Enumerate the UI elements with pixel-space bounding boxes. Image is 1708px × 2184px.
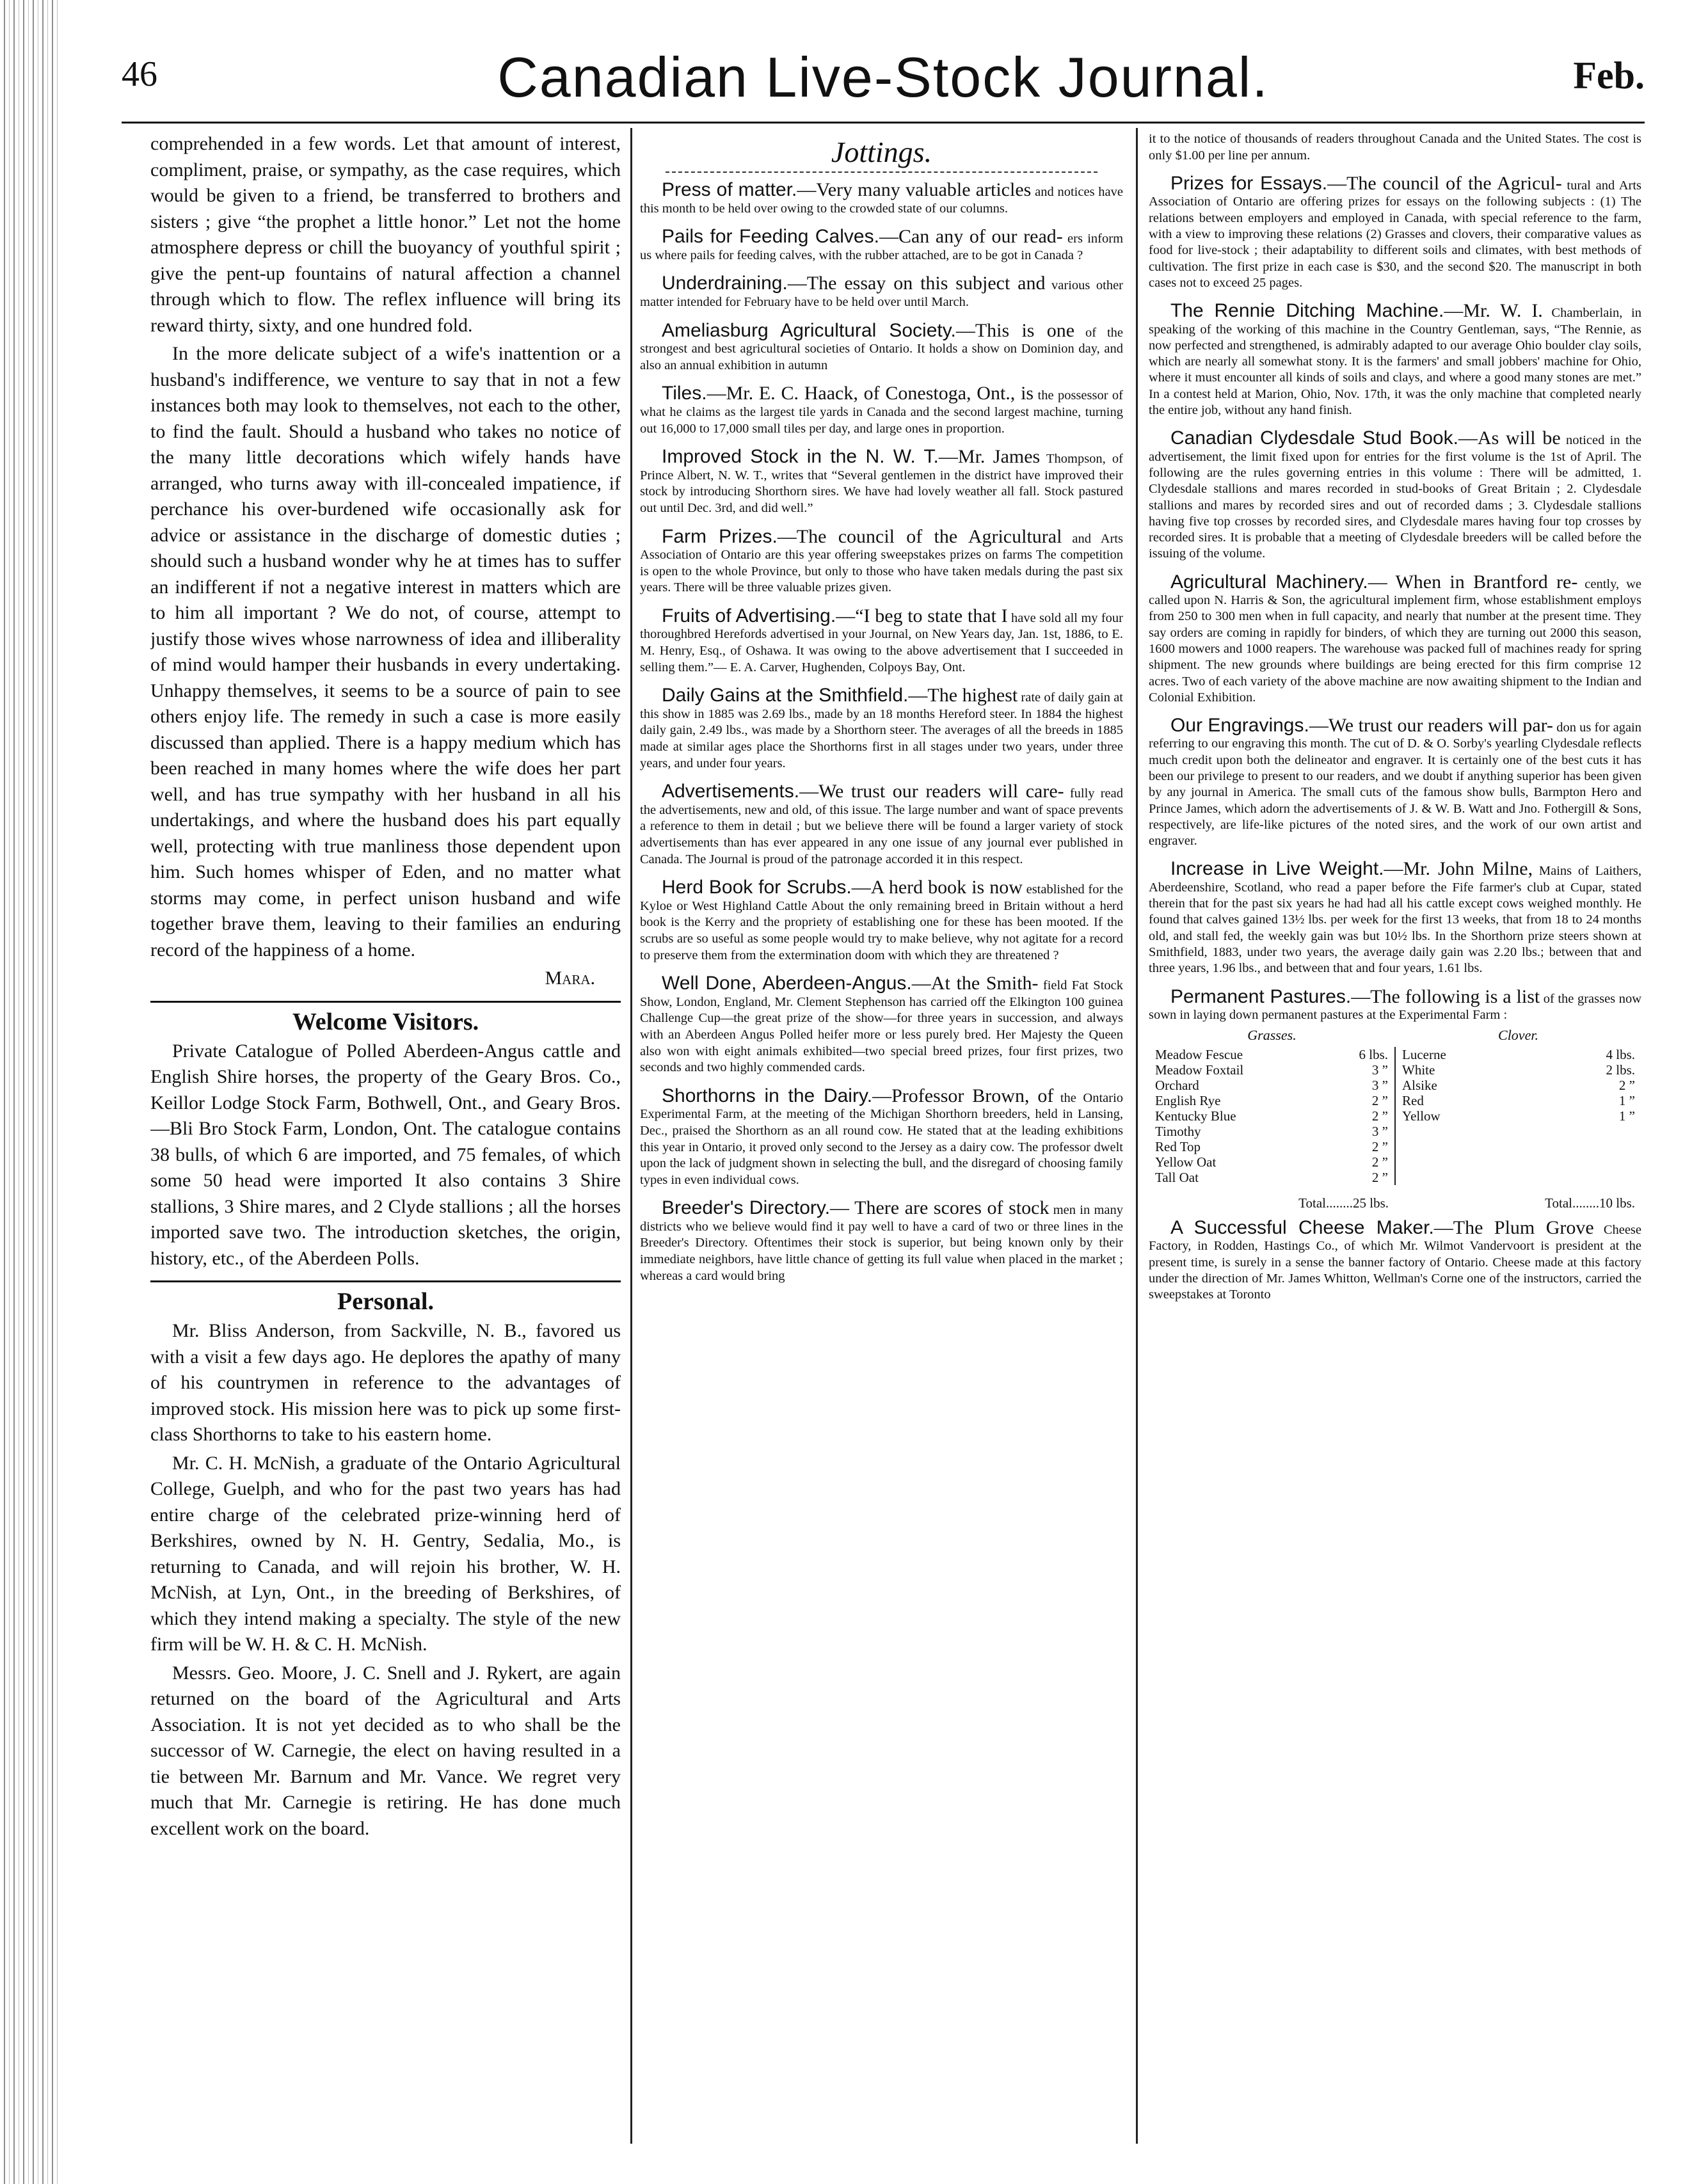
- item-body: cently, we called upon N. Harris & Son, the agricultural implement firm, whose establishment employs from 250 to 300 men when in full capacity, and nearly that number at the present time. They say orders are coming in rapidly for binders, of which they are turning out 2000 this season, 1600 mowers and 1000 reapers. The warehouse was packed full of machines ready for spring shipment. The new grounds where buildings are being erected for this firm comprise 12 acres. Two of each variety of the above machine are now awaiting shipment to the Indian and Colonial Exhibition.: [1149, 577, 1641, 705]
- personal-paragraph: Mr. C. H. McNish, a graduate of the Ontario Agricultural College, Guelph, and who for the past two years has had entire charge of the celebrated prize-winning herd of Berkshires, owned by N. H. Gentry, Sedalia, Mo., is returning to Canada, and will rejoin his brother, W. H. McNish, at Lyn, Ont., in the breeding of Berkshires, of which they intend making a specialty. The style of the new firm will be W. H. & C. H. McNish.: [150, 1452, 621, 1655]
- item-body: various other matter intended for February have to be held over until March.: [640, 278, 1123, 309]
- jotting-item: [640, 783, 1123, 868]
- seed-name: Red: [1402, 1093, 1424, 1109]
- seed-name: English Rye: [1155, 1093, 1221, 1109]
- jotting-item: [640, 1197, 1123, 1284]
- item-heading: Well Done, Aberdeen-Angus.: [662, 973, 912, 994]
- seed-name: Red Top: [1155, 1139, 1201, 1155]
- clover-header: Clover.: [1498, 1027, 1538, 1044]
- seed-row: [1402, 1078, 1635, 1093]
- item-heading: Tiles.: [662, 383, 707, 404]
- seed-row: [1402, 1108, 1635, 1124]
- seed-quantity: 1 ”: [1618, 1093, 1635, 1109]
- seed-quantity: 4 lbs.: [1606, 1047, 1635, 1063]
- seed-name: Orchard: [1155, 1078, 1199, 1094]
- jotting-item: [1149, 717, 1641, 849]
- item-body: men in many districts who we believe would find it pay well to have a card of two or three lines in the Breeder's Directory. Oftentimes their stock is superior, but being known only by their immediate neighbors, have little chance of getting its full value when placed in the market ; whereas a card would bring: [640, 1203, 1123, 1283]
- item-body: have sold all my four thoroughbred Herefords advertised in your Journal, on New Years day, Jan. 1st, 1886, to E. M. Henry, Esq., of Oshawa. It was owing to the above advertisement that I succeeded in selling them.”— E. A. Carver, Hughenden, Colpoys Bay, Ont.: [640, 610, 1123, 674]
- item-lead: —Very many valuable articles: [797, 179, 1032, 200]
- item-heading: Prizes for Essays.: [1170, 173, 1328, 195]
- scanned-page-edge: [0, 0, 58, 2184]
- item-heading: Shorthorns in the Dairy.: [662, 1085, 873, 1106]
- item-lead: —The council of the Agricultural: [777, 525, 1062, 547]
- item-body: tural and Arts Association of Ontario are offering prizes for essays on the following subjects : (1) The relations between employers and employed in Canada, with special reference to the farm, with a view to improving these relations (2) Grasses and clovers, their comparative values as food for live-stock ; their adaptability to different soils and climates, with best methods of cultivation. The first prize in each case is $30, and the second $20. The manuscript in both cases not to exceed 25 pages.: [1149, 179, 1641, 290]
- item-lead: —Mr. James: [938, 446, 1041, 468]
- item-body: established for the Kyloe or West Highland Cattle About the only remaining breed in Britain without a herd book is the Kerry and the propriety of establishing one for these has been mooted. If the scrubs are so useful as some people would try to make believe, why not agitate for a record to preserve them from the extermination doom with which they are threatened ?: [640, 882, 1123, 962]
- item-body: don us for again referring to our engraving this month. The cut of D. & O. Sorby's yearling Clydesdale reflects much credit upon both the delineator and engraver. It is certainly one of the best cuts it has been our privilege to present to our readers, and we doubt if anything superior has been given by any journal in America. The small cuts of the famous show bulls, Barmpton Hero and Prince James, which adorn the advertisements of J. & W. B. Watt and Jno. Fothergill & Sons, respectively, are life-like pictures of the noted sires, and the work of our own artist and engraver.: [1149, 721, 1641, 849]
- item-heading: Press of matter.: [662, 179, 797, 200]
- item-body: rate of daily gain at this show in 1885 was 2.69 lbs., made by an 18 months Hereford steer. In 1884 the highest daily gain, 2.49 lbs., was made by a Shorthorn steer. The averages of all the breeds in 1885 made at similar ages place the Shorthorns first in all stages under two years, under three years, and under four years.: [640, 690, 1123, 770]
- item-body: of the strongest and best agricultural societies of Ontario. It holds a show on Dominion day, and also an annual exhibition in autumn: [640, 325, 1123, 372]
- jotting-item: [1149, 175, 1641, 291]
- item-heading: Advertisements.: [662, 781, 800, 802]
- jotting-item: [640, 446, 1123, 516]
- item-heading: Fruits of Advertising.: [662, 605, 836, 626]
- jotting-item: [1149, 1217, 1641, 1303]
- jotting-item: [1149, 858, 1641, 976]
- section-title-personal: Personal.: [150, 1280, 621, 1316]
- seed-name: Kentucky Blue: [1155, 1108, 1236, 1124]
- item-body: Thompson, of Prince Albert, N. W. T., writes that “Several gentlemen in the district have improved their stock by introducing Shorthorn sires. We have had lovely weather all fall. Stock pastured out until Dec. 3rd, and did well.”: [640, 452, 1123, 515]
- item-heading: Pails for Feeding Calves.: [662, 226, 879, 248]
- item-body: and Arts Association of Ontario are this year offering sweepstakes prizes on farms The competition is open to the whole Province, but only to those who have taken medals during the past six years. There will be three valuable prizes given.: [640, 531, 1123, 595]
- item-body: ers inform us where pails for feeding calves, with the rubber attached, are to be got in Canada ?: [640, 232, 1123, 262]
- seed-row: [1155, 1139, 1388, 1154]
- seed-quantity: 2 ”: [1371, 1154, 1388, 1170]
- seed-quantity: 3 ”: [1371, 1062, 1388, 1078]
- item-heading: Increase in Live Weight.: [1170, 858, 1384, 880]
- jotting-item: [1149, 427, 1641, 562]
- jotting-item: [640, 687, 1123, 772]
- item-lead: — When in Brantford re-: [1368, 571, 1578, 593]
- item-lead: —Professor Brown, of: [872, 1085, 1054, 1106]
- seed-name: Lucerne: [1402, 1047, 1446, 1063]
- item-lead: —The essay on this subject and: [787, 273, 1046, 294]
- seed-quantity: 2 ”: [1371, 1093, 1388, 1109]
- section-title-welcome-visitors: Welcome Visitors.: [150, 1001, 621, 1036]
- continued-text: it to the notice of thousands of readers throughout Canada and the United States. The cost is only $1.00 per line per annum.: [1149, 132, 1641, 163]
- item-heading: Daily Gains at the Smithfield.: [662, 685, 909, 706]
- item-lead: —Mr. John Milne,: [1384, 858, 1533, 880]
- seed-row: [1402, 1093, 1635, 1108]
- essay-paragraph: comprehended in a few words. Let that amount of interest, compliment, praise, or sympathy, as the case requires, which would be given to a friend, be transferred to brothers and sisters ; give “the prophet a little honor.” Let not the home atmosphere depress or chill the buoyancy of youthful spirit ; give the pent-up fountains of natural affection a channel through which to flow. The reflex influence will bring its reward thirty, sixty, and one hundred fold.: [150, 133, 621, 336]
- item-lead: —As will be: [1458, 427, 1561, 449]
- jotting-item: [640, 525, 1123, 596]
- item-heading: Farm Prizes.: [662, 525, 778, 547]
- journal-title: Canadian Live-Stock Journal.: [497, 45, 1269, 109]
- seed-name: Timothy: [1155, 1124, 1201, 1140]
- item-lead: —A herd book is now: [851, 877, 1023, 898]
- seed-quantity: 2 lbs.: [1606, 1062, 1635, 1078]
- seed-name: Yellow Oat: [1155, 1154, 1217, 1170]
- jotting-item: [640, 319, 1123, 374]
- item-lead: —This is one: [955, 319, 1075, 341]
- jotting-item: [1149, 571, 1641, 706]
- column-rule: [1136, 128, 1138, 2144]
- seed-row: [1155, 1078, 1388, 1093]
- jotting-item: [640, 179, 1123, 217]
- item-heading: Ameliasburg Agricultural Society.: [662, 319, 956, 341]
- jotting-item: [640, 1085, 1123, 1189]
- item-heading: Our Engravings.: [1170, 715, 1309, 737]
- seed-row: [1155, 1124, 1388, 1139]
- jotting-item: [640, 385, 1123, 437]
- clover-list: [1395, 1047, 1641, 1185]
- seed-quantity: 6 lbs.: [1359, 1047, 1388, 1063]
- page-number: 46: [122, 54, 157, 94]
- item-lead: —The Plum Grove: [1433, 1217, 1594, 1239]
- item-lead: — There are scores of stock: [830, 1197, 1050, 1219]
- seed-name: White: [1402, 1062, 1435, 1078]
- jotting-item: [640, 228, 1123, 264]
- item-body: fully read the advertisements, new and old, of this issue. The large number and want of space prevents a reference to them in detail ; but we believe there will be found a larger variety of stock advertisements than has ever appeared in any one issue of any journal ever published in Canada. The Journal is proud of the patronage accorded it in this respect.: [640, 786, 1123, 866]
- personal-paragraph: Messrs. Geo. Moore, J. C. Snell and J. Rykert, are again returned on the board of the Agricultural and Arts Association. It is not yet decided as to who shall be the successor of W. Carnegie, the elect on having resulted in a tie between Mr. Barnum and Mr. Vance. We regret very much that Mr. Carnegie is retiring. He has done much excellent work on the board.: [150, 1662, 621, 1839]
- item-heading: Permanent Pastures.: [1170, 985, 1352, 1007]
- seed-row: [1402, 1062, 1635, 1078]
- item-heading: Underdraining.: [662, 273, 788, 294]
- seed-quantity: 2 ”: [1371, 1170, 1388, 1186]
- item-heading: The Rennie Ditching Machine.: [1170, 300, 1444, 322]
- item-lead: —The highest: [908, 685, 1018, 706]
- item-lead: —We trust our readers will par-: [1309, 715, 1554, 737]
- seed-quantity: 3 ”: [1371, 1124, 1388, 1140]
- item-lead: —The following is a list: [1351, 985, 1540, 1007]
- item-heading: Canadian Clydesdale Stud Book.: [1170, 427, 1458, 449]
- pasture-seed-table: [1149, 1027, 1641, 1211]
- seed-name: Yellow: [1402, 1108, 1441, 1124]
- jotting-item: [640, 275, 1123, 310]
- masthead: [122, 45, 1645, 115]
- seed-row: [1155, 1108, 1388, 1124]
- jotting-item: [1149, 985, 1641, 1024]
- seed-row: [1155, 1154, 1388, 1170]
- item-heading: Breeder's Directory.: [662, 1197, 831, 1219]
- seed-row: [1155, 1093, 1388, 1108]
- item-body: Cheese Factory, in Rodden, Hastings Co., of which Mr. Wilmot Vandervoort is president at the present time, is surely in a sense the banner factory of Ontario. Cheese made at this factory under the direction of Mr. James Whitton, Wellman's Corne one of the instructors, carried the sweepstakes at Toronto: [1149, 1223, 1641, 1302]
- personal-paragraph: Mr. Bliss Anderson, from Sackville, N. B., favored us with a visit a few days ago. He deplores the apathy of many of his countrymen in reference to the advantages of improved stock. His mission here was to pick up some first-class Shorthorns to take to his eastern home.: [150, 1320, 621, 1445]
- item-heading: Herd Book for Scrubs.: [662, 877, 852, 898]
- item-heading: A Successful Cheese Maker.: [1170, 1217, 1434, 1239]
- item-body: field Fat Stock Show, London, England, Mr. Clement Stephenson has carried off the Elkington 100 guinea Challenge Cup—the great prize of the show—for three years in succession, and always with an Aberdeen Angus Polled heifer more or less purely bred. Her Majesty the Queen also won with eight animals exhibited—two special breed prizes, four first prizes, two seconds and two highly commended cards.: [640, 978, 1123, 1075]
- seed-quantity: 1 ”: [1618, 1108, 1635, 1124]
- item-body: Mains of Laithers, Aberdeenshire, Scotland, who read a paper before the Fife farmer's club at Cupar, stated therein that for the past six years he had had all his cattle except cows weighed monthly. He found that calves gained 13½ lbs. per week for the first 13 weeks, that from 18 to 24 months old, and stall fed, the weekly gain was but 10½ lbs. In the Shorthorn prize steers shown at Smithfield, 1883, under two years, the average daily gain was 2.20 lbs.; between that and three years, 1.96 lbs., and between that and four years, 1.61 lbs.: [1149, 864, 1641, 976]
- essay-paragraph: In the more delicate subject of a wife's inattention or a husband's indifference, we venture to say that in not a few instances both may look to themselves, not each to the other, to find the fault. Should a husband who takes no notice of the many little decorations which wifely hands have arranged, who turns away with ill-concealed impatience, if perchance his over-burdened wife occasionally ask for advice or assistance in the discharge of domestic duties ; should such a husband wonder why he at times has to suffer an indifferent if not a negative interest in matters which are to him all important ? We do not, of course, attempt to justify those wives whose narrowness of idea and illiberality of mind would hamper their husbands in every undertaking. Unhappy themselves, it seems to be a source of pain to see others enjoy life. The remedy in such a case is more easily discussed than applied. There is a happy medium which has been reached in many homes where the wife does her part well, and has true sympathy with her husband in all his undertakings, and where the husband does his part equally well, protecting with true manliness those dependent upon him. Such homes whisper of Eden, and no matter what storms may come, in perfect unison husband and wife together brave them, leaving to their families an enduring record of the happiness of a home.: [150, 343, 621, 960]
- seed-row: [1402, 1047, 1635, 1062]
- seed-quantity: 3 ”: [1371, 1078, 1388, 1094]
- title-rule: [666, 171, 1097, 173]
- item-lead: —At the Smith-: [911, 973, 1039, 994]
- item-heading: Improved Stock in the N. W. T.: [662, 446, 939, 468]
- item-body: of the grasses now sown in laying down permanent pastures at the Experimental Farm :: [1149, 991, 1641, 1022]
- issue-month: Feb.: [1573, 54, 1645, 97]
- seed-quantity: 2 ”: [1371, 1108, 1388, 1124]
- column-1: [150, 131, 621, 2153]
- jotting-item: [1149, 300, 1641, 418]
- item-lead: —Can any of our read-: [879, 226, 1063, 248]
- masthead-rule: [122, 122, 1645, 124]
- author-signature: Mara.: [545, 968, 595, 989]
- item-heading: Agricultural Machinery.: [1170, 571, 1368, 593]
- column-3: [1149, 131, 1641, 2153]
- welcome-visitors-text: Private Catalogue of Polled Aberdeen-Angus cattle and English Shire horses, the property of the Geary Bros. Co., Keillor Lodge Stock Farm, Bothwell, Ont., and Geary Bros.—Bli Bro Stock Farm, London, Ont. The catalogue contains 38 bulls, of which 6 are imported, and 75 females, of which some 50 head were imported It also contains 3 Shire stallions, 3 Shire mares, and 2 Clyde stallions ; all the horses imported save two. The introduction sketches, the origin, history, etc., of the Aberdeen Polls.: [150, 1040, 621, 1269]
- item-body: the Ontario Experimental Farm, at the meeting of the Michigan Shorthorn breeders, held in Lansing, Dec., praised the Shorthorn as an all round cow. He stated that at the leading exhibitions this year in Ontario, it proved only second to the Jersey as a dairy cow. The professor dwelt upon the lack of judgment shown in selecting the bull, and the disregard of choosing family types in even individual cows.: [640, 1090, 1123, 1187]
- jotting-item: [640, 605, 1123, 676]
- seed-row: [1155, 1062, 1388, 1078]
- item-lead: —Mr. E. C. Haack, of Conestoga, Ont., is: [706, 383, 1034, 404]
- item-lead: —Mr. W. I.: [1444, 300, 1543, 322]
- seed-name: Meadow Fescue: [1155, 1047, 1243, 1063]
- clover-total: Total........10 lbs.: [1545, 1195, 1635, 1211]
- item-body: and notices have this month to be held over owing to the crowded state of our columns.: [640, 185, 1123, 216]
- item-lead: —The council of the Agricul-: [1327, 173, 1562, 195]
- grasses-total: Total........25 lbs.: [1298, 1195, 1389, 1211]
- column-2: [640, 131, 1123, 2153]
- item-body: Chamberlain, in speaking of the working of this machine in the Country Gentleman, says, “The Rennie, as now perfected and strengthened, is admirably adapted to our average Ohio boulder clay soils, which are nearly all somewhat stony. It is the farmers' and small jobbers' machine for Ohio, where it must encounter all kinds of soils and clays, and where a good many stones are met.” In a contest held at Marion, Ohio, Nov. 17th, it was the only machine that completed nearly the entire job, without any hand finish.: [1149, 306, 1641, 418]
- jotting-item: [640, 879, 1123, 964]
- jotting-item: [640, 975, 1123, 1076]
- section-title-jottings: Jottings.: [831, 136, 932, 168]
- grasses-list: [1149, 1047, 1395, 1185]
- seed-row: [1155, 1047, 1388, 1062]
- grasses-header: Grasses.: [1247, 1027, 1297, 1044]
- seed-name: Meadow Foxtail: [1155, 1062, 1244, 1078]
- item-lead: —“I beg to state that I: [836, 605, 1008, 626]
- seed-name: Tall Oat: [1155, 1170, 1199, 1186]
- item-body: noticed in the advertisement, the limit fixed upon for entries for the first volume is the 1st of April. The following are the rules governing entries in this volume : There will be admitted, 1. Clydesdale stallions and mares recorded in stud-books of Great Britain ; 2. Clydesdale stallions and mares by recorded sires and out of recorded dams ; 3. Clydesdale stallions having five top crosses by recorded sires, and Clydesdale mares having four top crosses by recorded sires. It is probable that a meeting of Clydesdale breeders will be called before the issuing of the volume.: [1149, 433, 1641, 561]
- item-body: the possessor of what he claims as the largest tile yards in Canada and the second largest machine, turning out 16,000 to 17,000 small tiles per day, and large ones in proportion.: [640, 388, 1123, 436]
- item-lead: —We trust our readers will care-: [799, 781, 1064, 802]
- seed-row: [1155, 1170, 1388, 1185]
- seed-quantity: 2 ”: [1371, 1139, 1388, 1155]
- seed-name: Alsike: [1402, 1078, 1437, 1094]
- seed-quantity: 2 ”: [1618, 1078, 1635, 1094]
- column-rule: [630, 128, 632, 2144]
